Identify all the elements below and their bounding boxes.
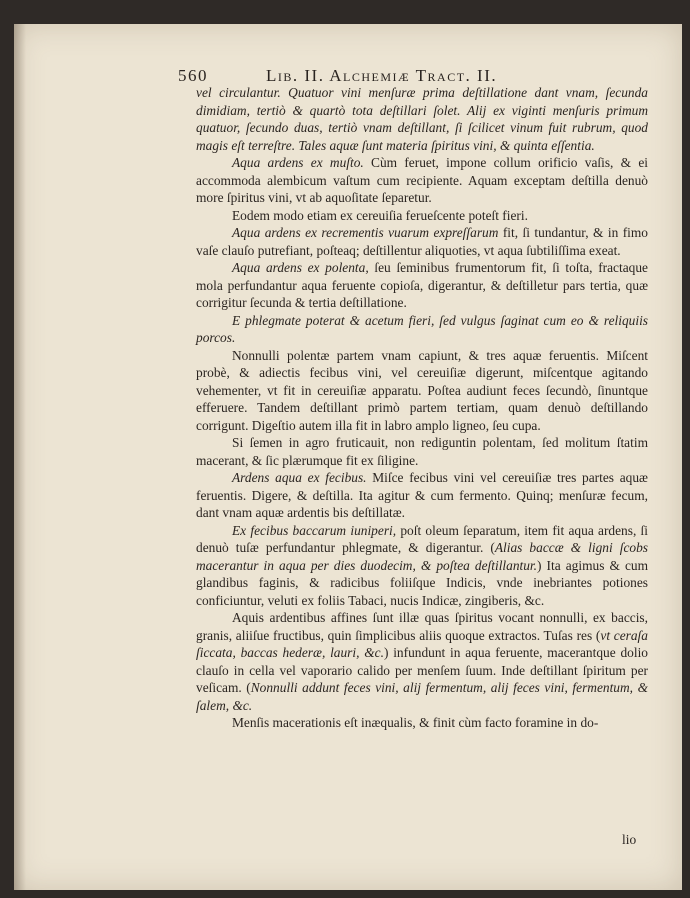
text-run: Menſis macerationis eſt inæqualis, & finit cùm facto foramine in do-: [232, 715, 599, 730]
paragraph: [196, 259, 648, 312]
text-run: fit, ſi tundantur, & in fimo vaſe clauſo putrefiant, poſteaq; deſtillentur aliquoties, vt aqua ſubtiliſſima exeat.: [196, 225, 648, 258]
paragraph: [196, 522, 648, 610]
paragraph: [196, 84, 648, 154]
text-run: Cùm feruet, impone collum orificio vaſis, & ei accommoda alembicum vaſtum cum recipiente. Aquam exceptam deſtilla denuò more ſpiritus vini, vt ab aquoſitate ſeparetur.: [196, 155, 648, 205]
italic-run: E phlegmate poterat & acetum fieri, ſed vulgus ſaginat cum eo & reliquiis porcos.: [196, 312, 648, 345]
text-run: Miſce fecibus vini vel cereuiſiæ tres partes aquæ feruentis. Digere, & deſtilla. Ita agitur & cum fermento. Quinq; menſuræ fecum, dant vnam aquæ ardentis bis deſtillatæ.: [196, 470, 648, 520]
page-gutter-shadow: [14, 24, 26, 890]
italic-run: Nonnulli addunt feces vini, alij fermentum, alij feces vini, fermentum, & ſalem, &c.: [196, 680, 648, 713]
paragraph: [196, 154, 648, 207]
paragraph: [196, 714, 648, 732]
page-number: 560: [178, 66, 208, 85]
italic-run: Aqua ardens ex muſto.: [232, 155, 364, 170]
italic-run: vt ceraſa ſiccata, baccas hederæ, lauri, &c.: [196, 627, 648, 660]
italic-run: Aqua ardens ex polenta,: [232, 260, 369, 275]
italic-run: Ardens aqua ex fecibus.: [232, 470, 367, 485]
paragraph: [196, 434, 648, 469]
text-run: Nonnulli polentæ partem vnam capiunt, & tres aquæ feruentis. Miſcent probè, & adiectis fecibus vini, vel cereuiſiæ digerunt, miſcentque agitando vehementer, vt fit in cereuiſiæ apparatu. Poſtea audiunt feces ſecundò, ſinuntque efferuere. Tandem deſtillant primò partem tertiam, quam denuò deſtillando corrigunt. Digeſtio autem illa fit in labro amplo ligneo, ſeu cupa.: [196, 347, 648, 433]
italic-run: Ex fecibus baccarum iuniperi,: [232, 522, 397, 538]
paragraph: [196, 609, 648, 714]
text-run: Eodem modo etiam ex cereuiſia ferueſcente poteſt fieri.: [232, 207, 528, 223]
text-run: Aquis ardentibus affines ſunt illæ quas ſpiritus vocant nonnulli, ex baccis, granis, aliiſue fructibus, quin ſimplicibus aliis quoque extractos. Tuſas res (: [196, 610, 648, 643]
text-run: ) infundunt in aqua feruente, macerantque dolio clauſo in cella vel vaporario calido per menſem ſuum. Inde deſtillant ſpiritum per veſicam. (: [196, 645, 648, 695]
italic-run: vel circulantur. Quatuor vini menſuræ prima deſtillatione dant vnam, ſecunda dimidiam, tertiò & quartò tota deſtillari ſolet. Alij ex viginti menſuris primum quatuor, ſecundo duas, tertiò vnam deſtillant, ſi ſcilicet vinum fuit rubrum, quod magis eſt terreſtre. Tales aquæ ſunt materia ſpiritus vini, & quinta eſſentia.: [196, 85, 648, 153]
italic-run: Alias baccæ & ligni ſcobs macerantur in aqua per dies duodecim, & poſtea deſtillantur.: [196, 540, 649, 573]
text-run: ) Ita agimus & cum glandibus faginis, & radicibus foliiſque Indicis, vnde inebriantes potiones conficiuntur, veluti ex foliis Tabaci, nucis Indicæ, zingiberis, &c.: [196, 557, 648, 608]
text-run: Si ſemen in agro fruticauit, non rediguntin polentam, ſed molitum ſtatim macerant, & ſic plærumque fit ex ſiligine.: [196, 435, 648, 468]
text-run: poſt oleum ſeparatum, item fit aqua ardens, ſi denuò tuſæ perfundantur phlegmate, & digerantur. (: [196, 522, 648, 555]
italic-run: Aqua ardens ex recrementis vuarum expreſſarum: [232, 225, 499, 240]
paragraph: [196, 469, 648, 522]
paragraph: [196, 207, 648, 225]
body-text: [196, 84, 648, 732]
catchword: lio: [622, 832, 637, 847]
paragraph: [196, 312, 648, 347]
paragraph: [196, 224, 648, 259]
paragraph: [196, 347, 648, 435]
text-run: ſeu ſeminibus frumentorum fit, ſi toſta, fractaque mola perfundantur aqua feruente copioſa, digerantur, & deſtilletur pars tertia, quæ corrigitur ſecunda & tertia deſtillatione.: [196, 260, 649, 310]
running-title: Lib. II. Alchemiæ Tract. II.: [266, 66, 498, 85]
